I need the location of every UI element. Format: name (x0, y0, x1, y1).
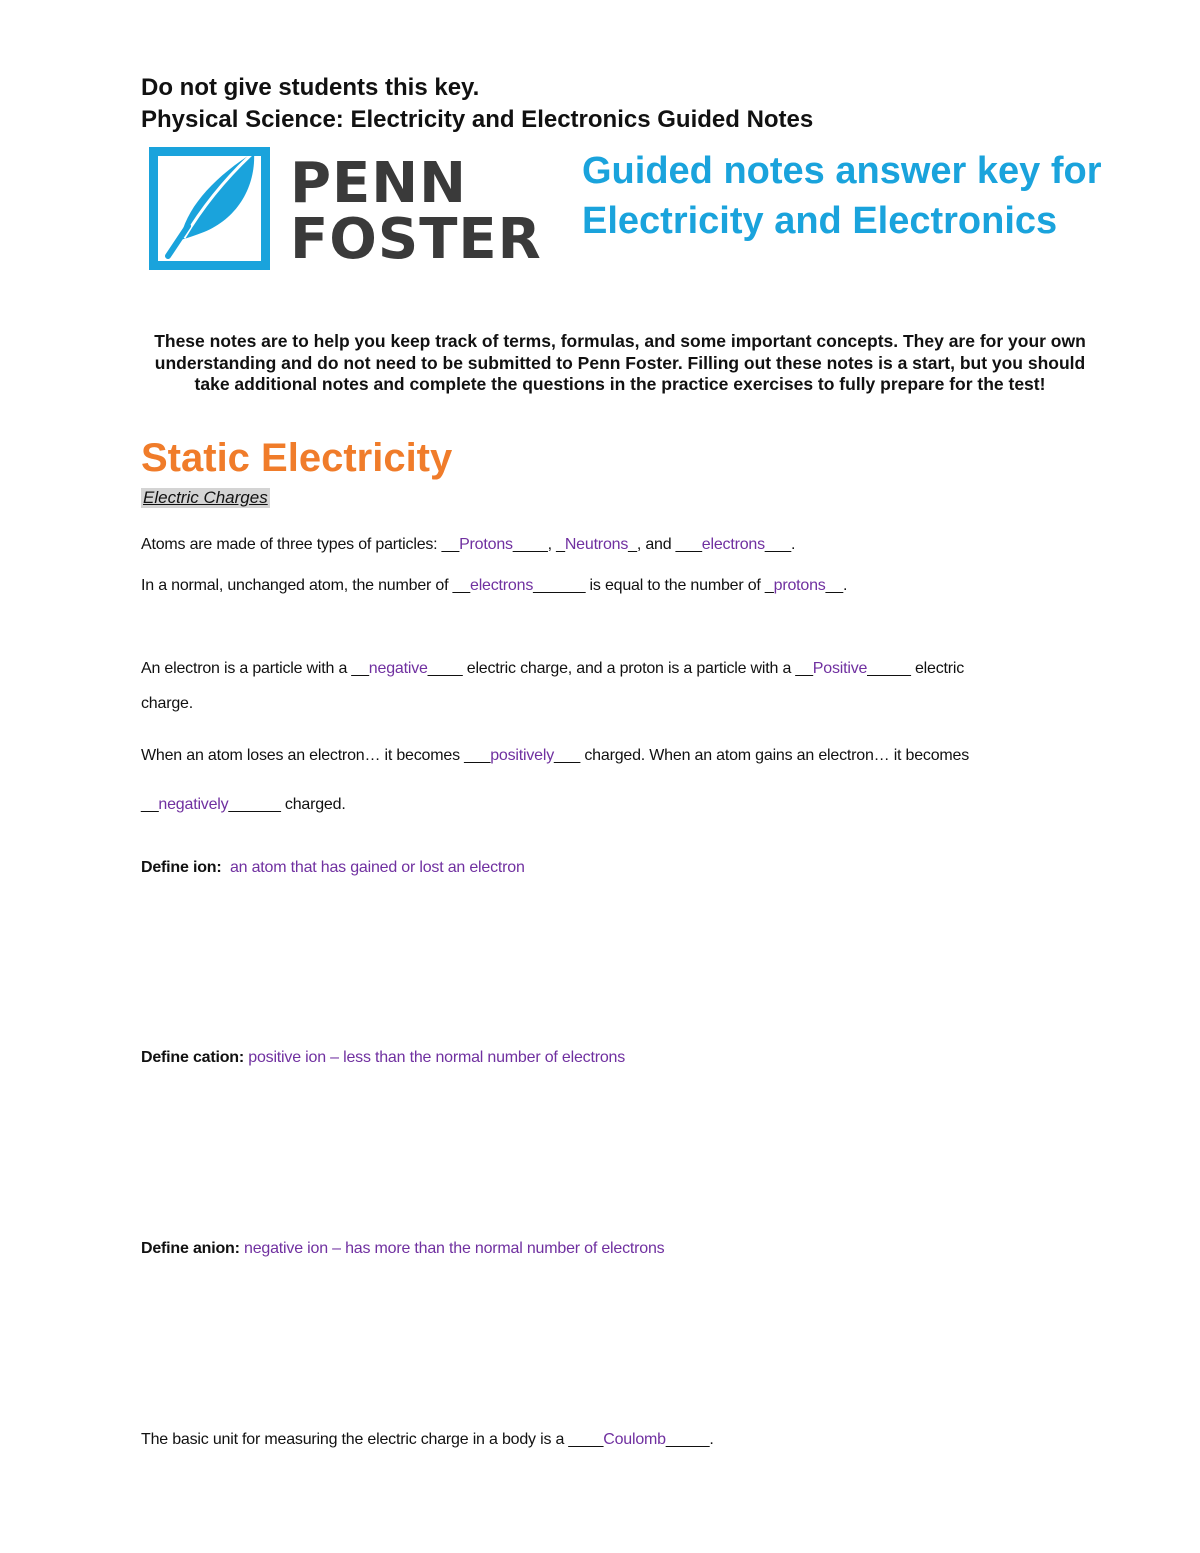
answer-negative: negative (368, 660, 428, 677)
answer-key-banner: Guided notes answer key for Electricity and Electronics (582, 150, 1102, 242)
define-cation: Define cation: positive ion – less than the normal number of electrons (141, 1049, 626, 1066)
answer-electrons-2: electrons (470, 577, 534, 594)
answer-protons-2: protons (773, 577, 826, 594)
feather-icon (158, 156, 261, 261)
answer-neutrons: Neutrons (564, 536, 629, 553)
define-anion: Define anion: negative ion – has more than the normal number of electrons (141, 1240, 665, 1257)
answer-positively: positively (490, 747, 555, 764)
document-title: Physical Science: Electricity and Electronics Guided Notes (141, 106, 814, 133)
question-charges: An electron is a particle with a __negative____ electric charge, and a proton is a particle with a __Positive_____ electric (141, 660, 965, 677)
question-neutral-atom: In a normal, unchanged atom, the number of __electrons______ is equal to the number of _protons__. (141, 577, 848, 594)
logo-text-penn: PENN (290, 151, 468, 216)
answer-positive: Positive (812, 660, 868, 677)
logo-text-foster: FOSTER (290, 207, 542, 272)
define-ion: Define ion: an atom that has gained or lost an electron (141, 859, 525, 876)
answer-coulomb: Coulomb (603, 1431, 666, 1448)
question-charges-cont: charge. (141, 695, 193, 712)
intro-paragraph: These notes are to help you keep track of terms, formulas, and some important concepts. They are for your own understanding and do not need to be submitted to Penn Foster. Filling out these notes is a start, but you should take additional notes and complete the questions in the practice exercises to fully prepare for the test! (154, 331, 1086, 394)
question-particles: Atoms are made of three types of particles: __Protons____, _Neutrons_, and ___electrons___. (141, 536, 796, 553)
answer-negatively: negatively (158, 796, 229, 813)
answer-cation: positive ion – less than the normal number of electrons (248, 1049, 626, 1066)
question-ionization: When an atom loses an electron… it becomes ___positively___ charged. When an atom gains an electron… it becomes (141, 747, 970, 764)
section-title: Static Electricity (141, 436, 453, 480)
answer-protons: Protons (459, 536, 513, 553)
logo-feather-box (149, 147, 270, 270)
question-ionization-cont: __negatively______ charged. (141, 796, 346, 813)
answer-ion: an atom that has gained or lost an electron (229, 859, 525, 876)
notice-heading: Do not give students this key. (141, 74, 480, 101)
answer-anion: negative ion – has more than the normal number of electrons (244, 1240, 665, 1257)
question-coulomb: The basic unit for measuring the electric charge in a body is a ____Coulomb_____. (141, 1431, 714, 1448)
answer-electrons: electrons (701, 536, 765, 553)
section-subtitle: Electric Charges (143, 488, 268, 507)
